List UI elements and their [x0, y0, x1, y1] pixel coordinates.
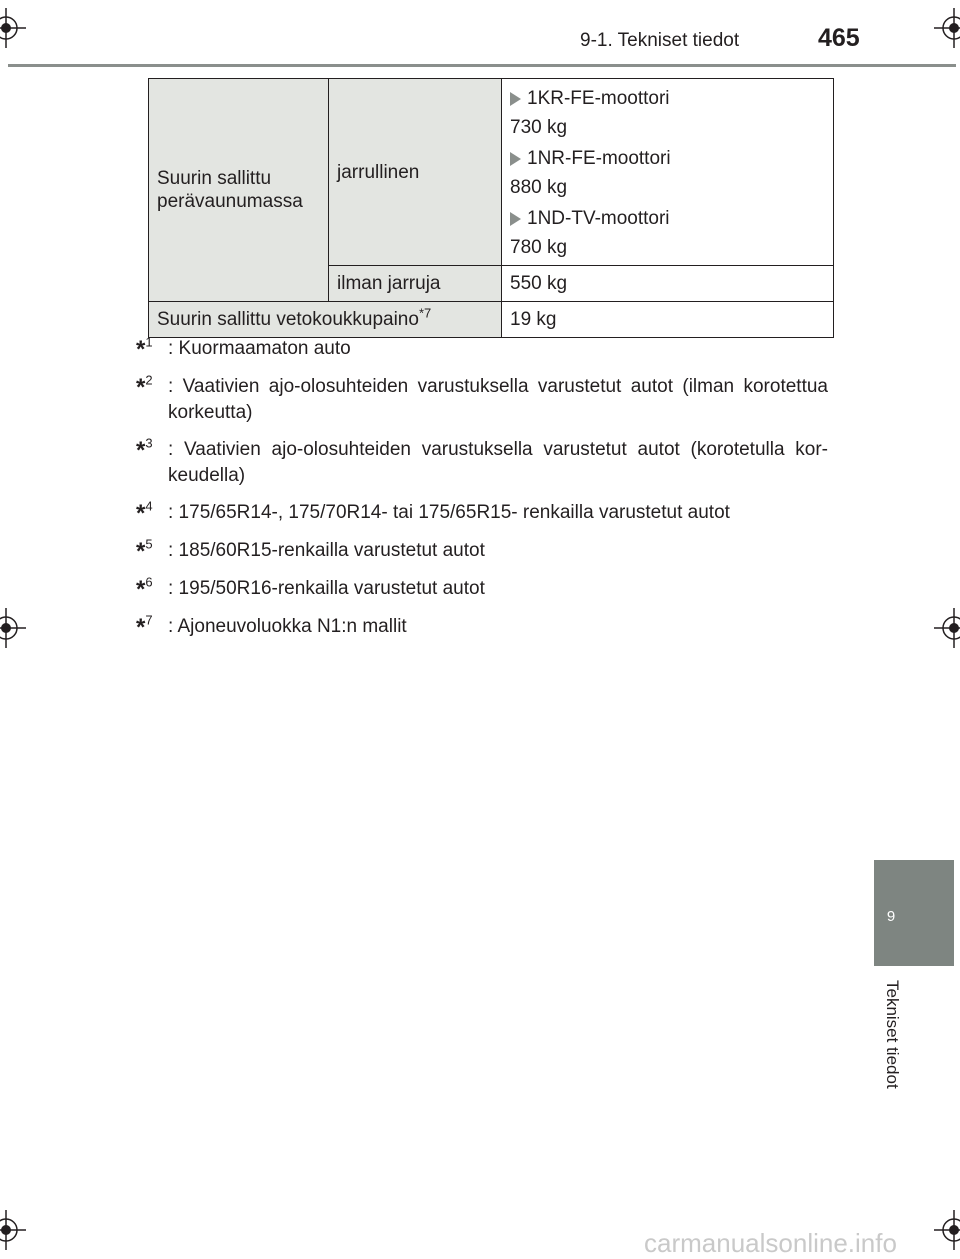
table-cell-braked-values: [502, 79, 834, 266]
footnote-text: : Kuormaamaton auto: [168, 338, 351, 359]
list-item: [136, 437, 828, 489]
table-cell-unbraked-label: ilman jarruja: [329, 266, 502, 302]
page-number: 465: [818, 24, 860, 52]
chapter-number: 9: [886, 908, 896, 925]
crosshair-icon: [934, 608, 960, 648]
crosshair-icon: [934, 8, 960, 48]
table-row: [149, 79, 834, 266]
crosshair-icon: [0, 608, 26, 648]
triangle-bullet-icon: [510, 92, 521, 106]
registration-mark-mid-left: [0, 608, 26, 648]
footnote-text: : Ajoneuvoluokka N1:n mallit: [168, 616, 407, 637]
registration-mark-top-left: [0, 8, 26, 48]
triangle-bullet-icon: [510, 212, 521, 226]
engine-value: 730 kg: [510, 117, 568, 138]
list-item: [510, 147, 825, 170]
table-cell-max-trailer-mass-label: Suurin sallittu perävaunumassa: [149, 79, 329, 302]
asterisk-icon: *: [136, 500, 146, 527]
footnote-number: 5: [145, 536, 153, 552]
footnote-text: : Vaativien ajo-olosuhteiden varustuksella varustetut autot (ilman korotettua korkeutta): [168, 376, 828, 423]
triangle-bullet-icon: [510, 152, 521, 166]
towbar-load-label: Suurin sallittu vetokoukkupaino: [157, 309, 419, 330]
engine-name: 1ND-TV-moottori: [527, 208, 670, 229]
footnote-ref: *7: [418, 305, 432, 321]
table-row: [149, 302, 834, 338]
registration-mark-mid-right: [934, 608, 960, 648]
engine-name: 1KR-FE-moottori: [527, 88, 670, 109]
engine-name: 1NR-FE-moottori: [527, 148, 671, 169]
engine-value: 780 kg: [510, 237, 568, 258]
list-item: [510, 207, 825, 230]
chapter-label-text: Tekniset tiedot: [883, 980, 902, 1089]
asterisk-icon: *: [136, 336, 146, 363]
table-cell-towbar-load-value: 19 kg: [502, 302, 834, 338]
list-item: [136, 576, 828, 603]
list-item: [136, 374, 828, 426]
table-cell-braked-label: jarrullinen: [329, 79, 502, 266]
footnotes: [136, 336, 828, 652]
list-item: [136, 500, 828, 527]
crosshair-icon: [934, 1210, 960, 1250]
footnote-number: 4: [145, 498, 153, 514]
list-item: [136, 614, 828, 641]
list-item: [136, 538, 828, 565]
registration-mark-top-right: [934, 8, 960, 48]
asterisk-icon: *: [136, 614, 146, 641]
spec-table: [148, 78, 834, 338]
footnote-number: 1: [145, 334, 153, 350]
crosshair-icon: [0, 8, 26, 48]
registration-mark-bottom-left: [0, 1210, 26, 1250]
watermark: carmanualsonline.info: [644, 1228, 897, 1258]
registration-mark-bottom-right: [934, 1210, 960, 1250]
asterisk-icon: *: [136, 374, 146, 401]
crosshair-icon: [0, 1210, 26, 1250]
footnote-number: 2: [145, 372, 153, 388]
table-cell-max-towbar-load-label: [149, 302, 502, 338]
chapter-label: [872, 980, 912, 1120]
header-divider: [8, 64, 956, 67]
engine-value: 880 kg: [510, 177, 568, 198]
section-title: 9-1. Tekniset tiedot: [580, 30, 740, 51]
asterisk-icon: *: [136, 576, 146, 603]
footnote-number: 3: [145, 435, 153, 451]
footnote-text: : 185/60R15-renkailla varustetut autot: [168, 540, 485, 561]
footnote-text: : Vaativien ajo-olosuhteiden varustuksella varustetut autot (korotetulla kor-keudella): [168, 439, 828, 486]
list-item: [510, 87, 825, 110]
footnote-number: 7: [145, 612, 153, 628]
footnote-text: : 195/50R16-renkailla varustetut autot: [168, 578, 485, 599]
footnote-text: : 175/65R14-, 175/70R14- tai 175/65R15- renkailla varustetut autot: [168, 502, 730, 523]
table-cell-unbraked-value: 550 kg: [502, 266, 834, 302]
footnote-number: 6: [145, 574, 153, 590]
asterisk-icon: *: [136, 538, 146, 565]
asterisk-icon: *: [136, 437, 146, 464]
list-item: [136, 336, 828, 363]
